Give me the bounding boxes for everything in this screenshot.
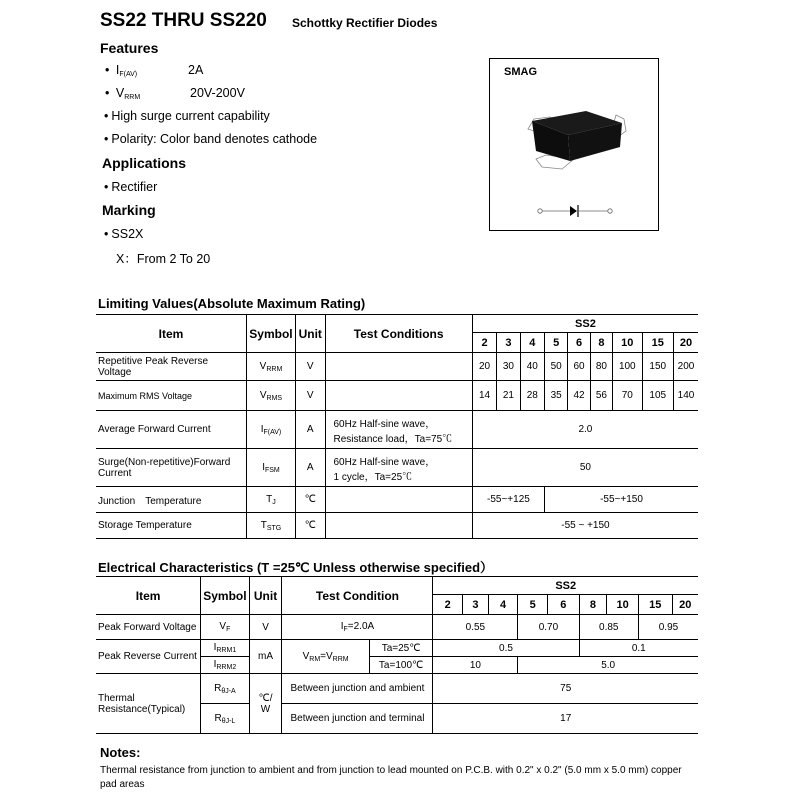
row-symbol: $V_F$ — [201, 615, 249, 640]
row-item: Peak Forward Voltage — [96, 615, 201, 640]
marking-note: X：From 2 To 20 — [116, 252, 211, 266]
row-unit: V — [296, 353, 325, 381]
cell-value: 5.0 — [518, 657, 698, 674]
cell-value: 17 — [433, 704, 698, 734]
group-ss2: SS2 — [472, 315, 698, 333]
row-unit: mA — [249, 640, 282, 674]
application-rectifier: • Rectifier — [104, 180, 157, 194]
row-symbol: $R_{\theta J-L}$ — [201, 704, 249, 734]
row-test-temp: Ta=100℃ — [369, 657, 433, 674]
row-test: Between junction and ambient — [282, 674, 433, 704]
row-test — [325, 353, 472, 381]
row-item: Repetitive Peak Reverse Voltage — [96, 353, 246, 381]
variant-header: 4 — [488, 595, 518, 615]
electrical-heading: Electrical Characteristics (T =25℃ Unless otherwise specified） — [98, 560, 494, 575]
applications-heading: Applications — [102, 155, 187, 171]
variant-header: 15 — [638, 595, 672, 615]
row-unit: A — [296, 411, 325, 449]
variant-header: 15 — [642, 333, 674, 353]
table-row — [96, 411, 698, 449]
variant-header: 2 — [433, 595, 463, 615]
row-item: Storage Temperature — [96, 513, 246, 539]
table-row — [96, 353, 698, 381]
row-item: Thermal Resistance(Typical) — [96, 674, 201, 734]
cell-value: 21 — [497, 381, 520, 411]
table-row — [96, 615, 698, 640]
row-symbol: $I_{F(AV)}$ — [246, 411, 295, 449]
variant-header: 5 — [545, 333, 568, 353]
limiting-values-table — [96, 314, 698, 539]
cell-value: 100 — [613, 353, 642, 381]
row-test — [325, 381, 472, 411]
cell-value: 75 — [433, 674, 698, 704]
marking-code: • SS2X — [104, 227, 143, 241]
features-heading: Features — [100, 40, 159, 56]
row-symbol: $R_{\theta J-A}$ — [201, 674, 249, 704]
row-symbol: $I_{FSM}$ — [246, 449, 295, 487]
table-row — [96, 674, 698, 704]
row-symbol: $I_{RRM1}$ — [201, 640, 249, 657]
cell-value: 0.95 — [638, 615, 698, 640]
cell-value: 140 — [674, 381, 698, 411]
feature-vrrm-value: 20V-200V — [190, 86, 245, 100]
notes-heading: Notes: — [100, 745, 141, 760]
cell-value: 150 — [642, 353, 674, 381]
col-test-condition: Test Condition — [282, 577, 433, 615]
cell-value: 56 — [590, 381, 612, 411]
cell-value: 60 — [568, 353, 590, 381]
package-label: SMAG — [504, 66, 537, 78]
feature-surge: • High surge current capability — [104, 109, 270, 123]
row-symbol: $T_{STG}$ — [246, 513, 295, 539]
row-symbol: $V_{RMS}$ — [246, 381, 295, 411]
row-unit: V — [296, 381, 325, 411]
row-item: Average Forward Current — [96, 411, 246, 449]
variant-header: 6 — [568, 333, 590, 353]
variant-header: 8 — [579, 595, 607, 615]
row-test: $I_F=2.0A$ — [282, 615, 433, 640]
page-subtitle: Schottky Rectifier Diodes — [292, 16, 438, 30]
col-symbol: Symbol — [246, 315, 295, 353]
row-symbol: $V_{RRM}$ — [246, 353, 295, 381]
feature-ifav-value: 2A — [188, 63, 204, 77]
col-test-conditions: Test Conditions — [325, 315, 472, 353]
row-unit: ℃ — [296, 513, 325, 539]
row-item: Peak Reverse Current — [96, 640, 201, 674]
variant-header: 5 — [518, 595, 548, 615]
notes-text-continued: pad areas — [100, 779, 145, 790]
marking-heading: Marking — [102, 202, 156, 218]
cell-value: 40 — [520, 353, 544, 381]
cell-value: 200 — [674, 353, 698, 381]
cell-value: 35 — [545, 381, 568, 411]
cell-value: -55~+150 — [545, 487, 699, 513]
variant-header: 2 — [472, 333, 496, 353]
notes-text: Thermal resistance from junction to ambient and from junction to lead mounted on P.C.B. with 0.2" x 0.2" (5.0 mm x 5.0 mm) copper — [100, 765, 682, 776]
col-symbol: Symbol — [201, 577, 249, 615]
variant-header: 4 — [520, 333, 544, 353]
row-unit: ℃ — [296, 487, 325, 513]
row-test — [325, 487, 472, 513]
table-row — [96, 449, 698, 487]
feature-vrrm: • $V_{RRM}$ — [105, 86, 140, 101]
cell-value: 70 — [613, 381, 642, 411]
row-test: 60Hz Half-sine wave， Resistance load，Ta=75℃ — [325, 411, 472, 449]
variant-header: 3 — [497, 333, 520, 353]
limiting-heading: Limiting Values(Absolute Maximum Rating) — [98, 296, 366, 311]
row-unit: V — [249, 615, 282, 640]
variant-header: 10 — [613, 333, 642, 353]
electrical-characteristics-table — [96, 576, 698, 734]
row-item: Maximum RMS Voltage — [96, 381, 246, 411]
variant-header: 6 — [547, 595, 579, 615]
row-item: Surge(Non-repetitive)Forward Current — [96, 449, 246, 487]
cell-value: 0.55 — [433, 615, 518, 640]
variant-header: 8 — [590, 333, 612, 353]
cell-value: 42 — [568, 381, 590, 411]
table-row — [96, 381, 698, 411]
table-row — [96, 640, 698, 657]
group-ss2: SS2 — [433, 577, 698, 595]
page-title: SS22 THRU SS220 — [100, 10, 267, 31]
variant-header: 10 — [607, 595, 639, 615]
variant-header: 20 — [672, 595, 698, 615]
cell-value: 0.70 — [518, 615, 579, 640]
cell-value: 20 — [472, 353, 496, 381]
cell-value: 28 — [520, 381, 544, 411]
cell-value: 0.85 — [579, 615, 638, 640]
row-unit: ℃/ W — [249, 674, 282, 734]
feature-ifav: • $I_{F(AV)}$ — [105, 63, 137, 78]
cell-value: 0.1 — [579, 640, 698, 657]
col-unit: Unit — [249, 577, 282, 615]
col-item: Item — [96, 577, 201, 615]
row-test: Between junction and terminal — [282, 704, 433, 734]
smag-package-icon — [490, 59, 658, 230]
table-row — [96, 487, 698, 513]
col-unit: Unit — [296, 315, 325, 353]
row-item: Junction Temperature — [96, 487, 246, 513]
cell-value: 14 — [472, 381, 496, 411]
cell-value: 80 — [590, 353, 612, 381]
variant-header: 3 — [463, 595, 489, 615]
cell-value: 2.0 — [472, 411, 698, 449]
cell-value: -55~+125 — [472, 487, 544, 513]
cell-value: 50 — [472, 449, 698, 487]
variant-header: 20 — [674, 333, 698, 353]
feature-polarity: • Polarity: Color band denotes cathode — [104, 132, 317, 146]
cell-value: 30 — [497, 353, 520, 381]
table-row — [96, 513, 698, 539]
row-test: $V_{RM}=V_{RRM}$ — [282, 640, 369, 674]
col-item: Item — [96, 315, 246, 353]
cell-value: 50 — [545, 353, 568, 381]
cell-value: 105 — [642, 381, 674, 411]
row-symbol: $I_{RRM2}$ — [201, 657, 249, 674]
cell-value: -55 ~ +150 — [472, 513, 698, 539]
row-symbol: $T_J$ — [246, 487, 295, 513]
cell-value: 0.5 — [433, 640, 579, 657]
row-unit: A — [296, 449, 325, 487]
row-test: 60Hz Half-sine wave， 1 cycle，Ta=25℃ — [325, 449, 472, 487]
cell-value: 10 — [433, 657, 518, 674]
row-test — [325, 513, 472, 539]
package-box — [489, 58, 659, 231]
row-test-temp: Ta=25℃ — [369, 640, 433, 657]
